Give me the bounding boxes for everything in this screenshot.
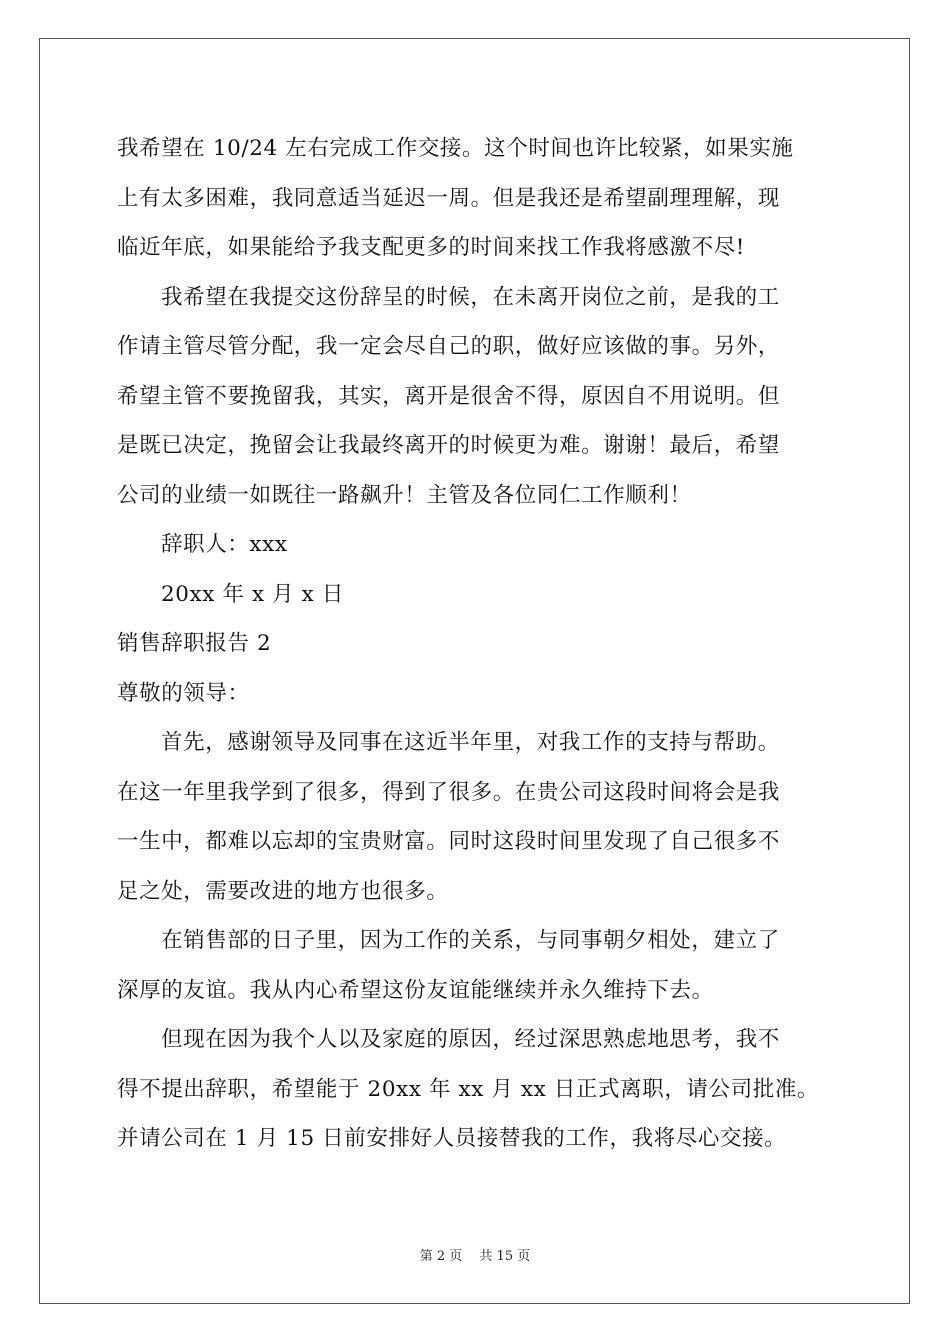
text-line-16: 足之处，需要改进的地方也很多。	[117, 878, 449, 904]
document-body	[117, 124, 837, 1164]
text-line-5: 作请主管尽管分配，我一定会尽自己的职，做好应该做的事。另外，	[117, 334, 781, 359]
text-line-7: 是既已决定，挽留会让我最终离开的时候更为难。谢谢！最后，希望	[117, 433, 781, 458]
text-line-4: 我希望在我提交这份辞呈的时候，在未离开岗位之前，是我的工	[161, 284, 780, 310]
text-line-20: 得不提出辞职，希望能于 20xx 年 xx 月 xx 日正式离职，请公司批准。	[117, 1076, 820, 1102]
text-line-15: 一生中，都难以忘却的宝贵财富。同时这段时间里发现了自己很多不	[117, 829, 781, 854]
section-title: 销售辞职报告 2	[117, 631, 272, 656]
text-line-17: 在销售部的日子里，因为工作的关系，与同事朝夕相处，建立了	[161, 928, 780, 953]
text-line-19: 但现在因为我个人以及家庭的原因，经过深思熟虑地思考，我不	[161, 1027, 780, 1052]
text-line-6: 希望主管不要挽留我，其实，离开是很舍不得，原因自不用说明。但	[117, 383, 781, 409]
signature-name: 辞职人：xxx	[161, 532, 288, 557]
text-line-13: 首先，感谢领导及同事在这近半年里，对我工作的支持与帮助。	[161, 730, 780, 755]
page-number-footer: 第 2 页 共 15 页	[419, 1249, 531, 1264]
text-line-3: 临近年底，如果能给予我支配更多的时间来找工作我将感激不尽!	[117, 235, 746, 260]
text-line-1: 我希望在 10/24 左右完成工作交接。这个时间也许比较紧，如果实施	[117, 136, 794, 161]
signature-date: 20xx 年 x 月 x 日	[161, 581, 344, 607]
text-line-14: 在这一年里我学到了很多，得到了很多。在贵公司这段时间将会是我	[117, 779, 781, 805]
text-line-21: 并请公司在 1 月 15 日前安排好人员接替我的工作，我将尽心交接。	[117, 1126, 787, 1151]
text-line-2: 上有太多困难，我同意适当延迟一周。但是我还是希望副理理解，现	[117, 185, 781, 211]
text-line-18: 深厚的友谊。我从内心希望这份友谊能继续并永久维持下去。	[117, 977, 714, 1003]
text-line-8: 公司的业绩一如既往一路飙升！主管及各位同仁工作顺利！	[117, 482, 692, 508]
salutation: 尊敬的领导：	[117, 680, 250, 706]
